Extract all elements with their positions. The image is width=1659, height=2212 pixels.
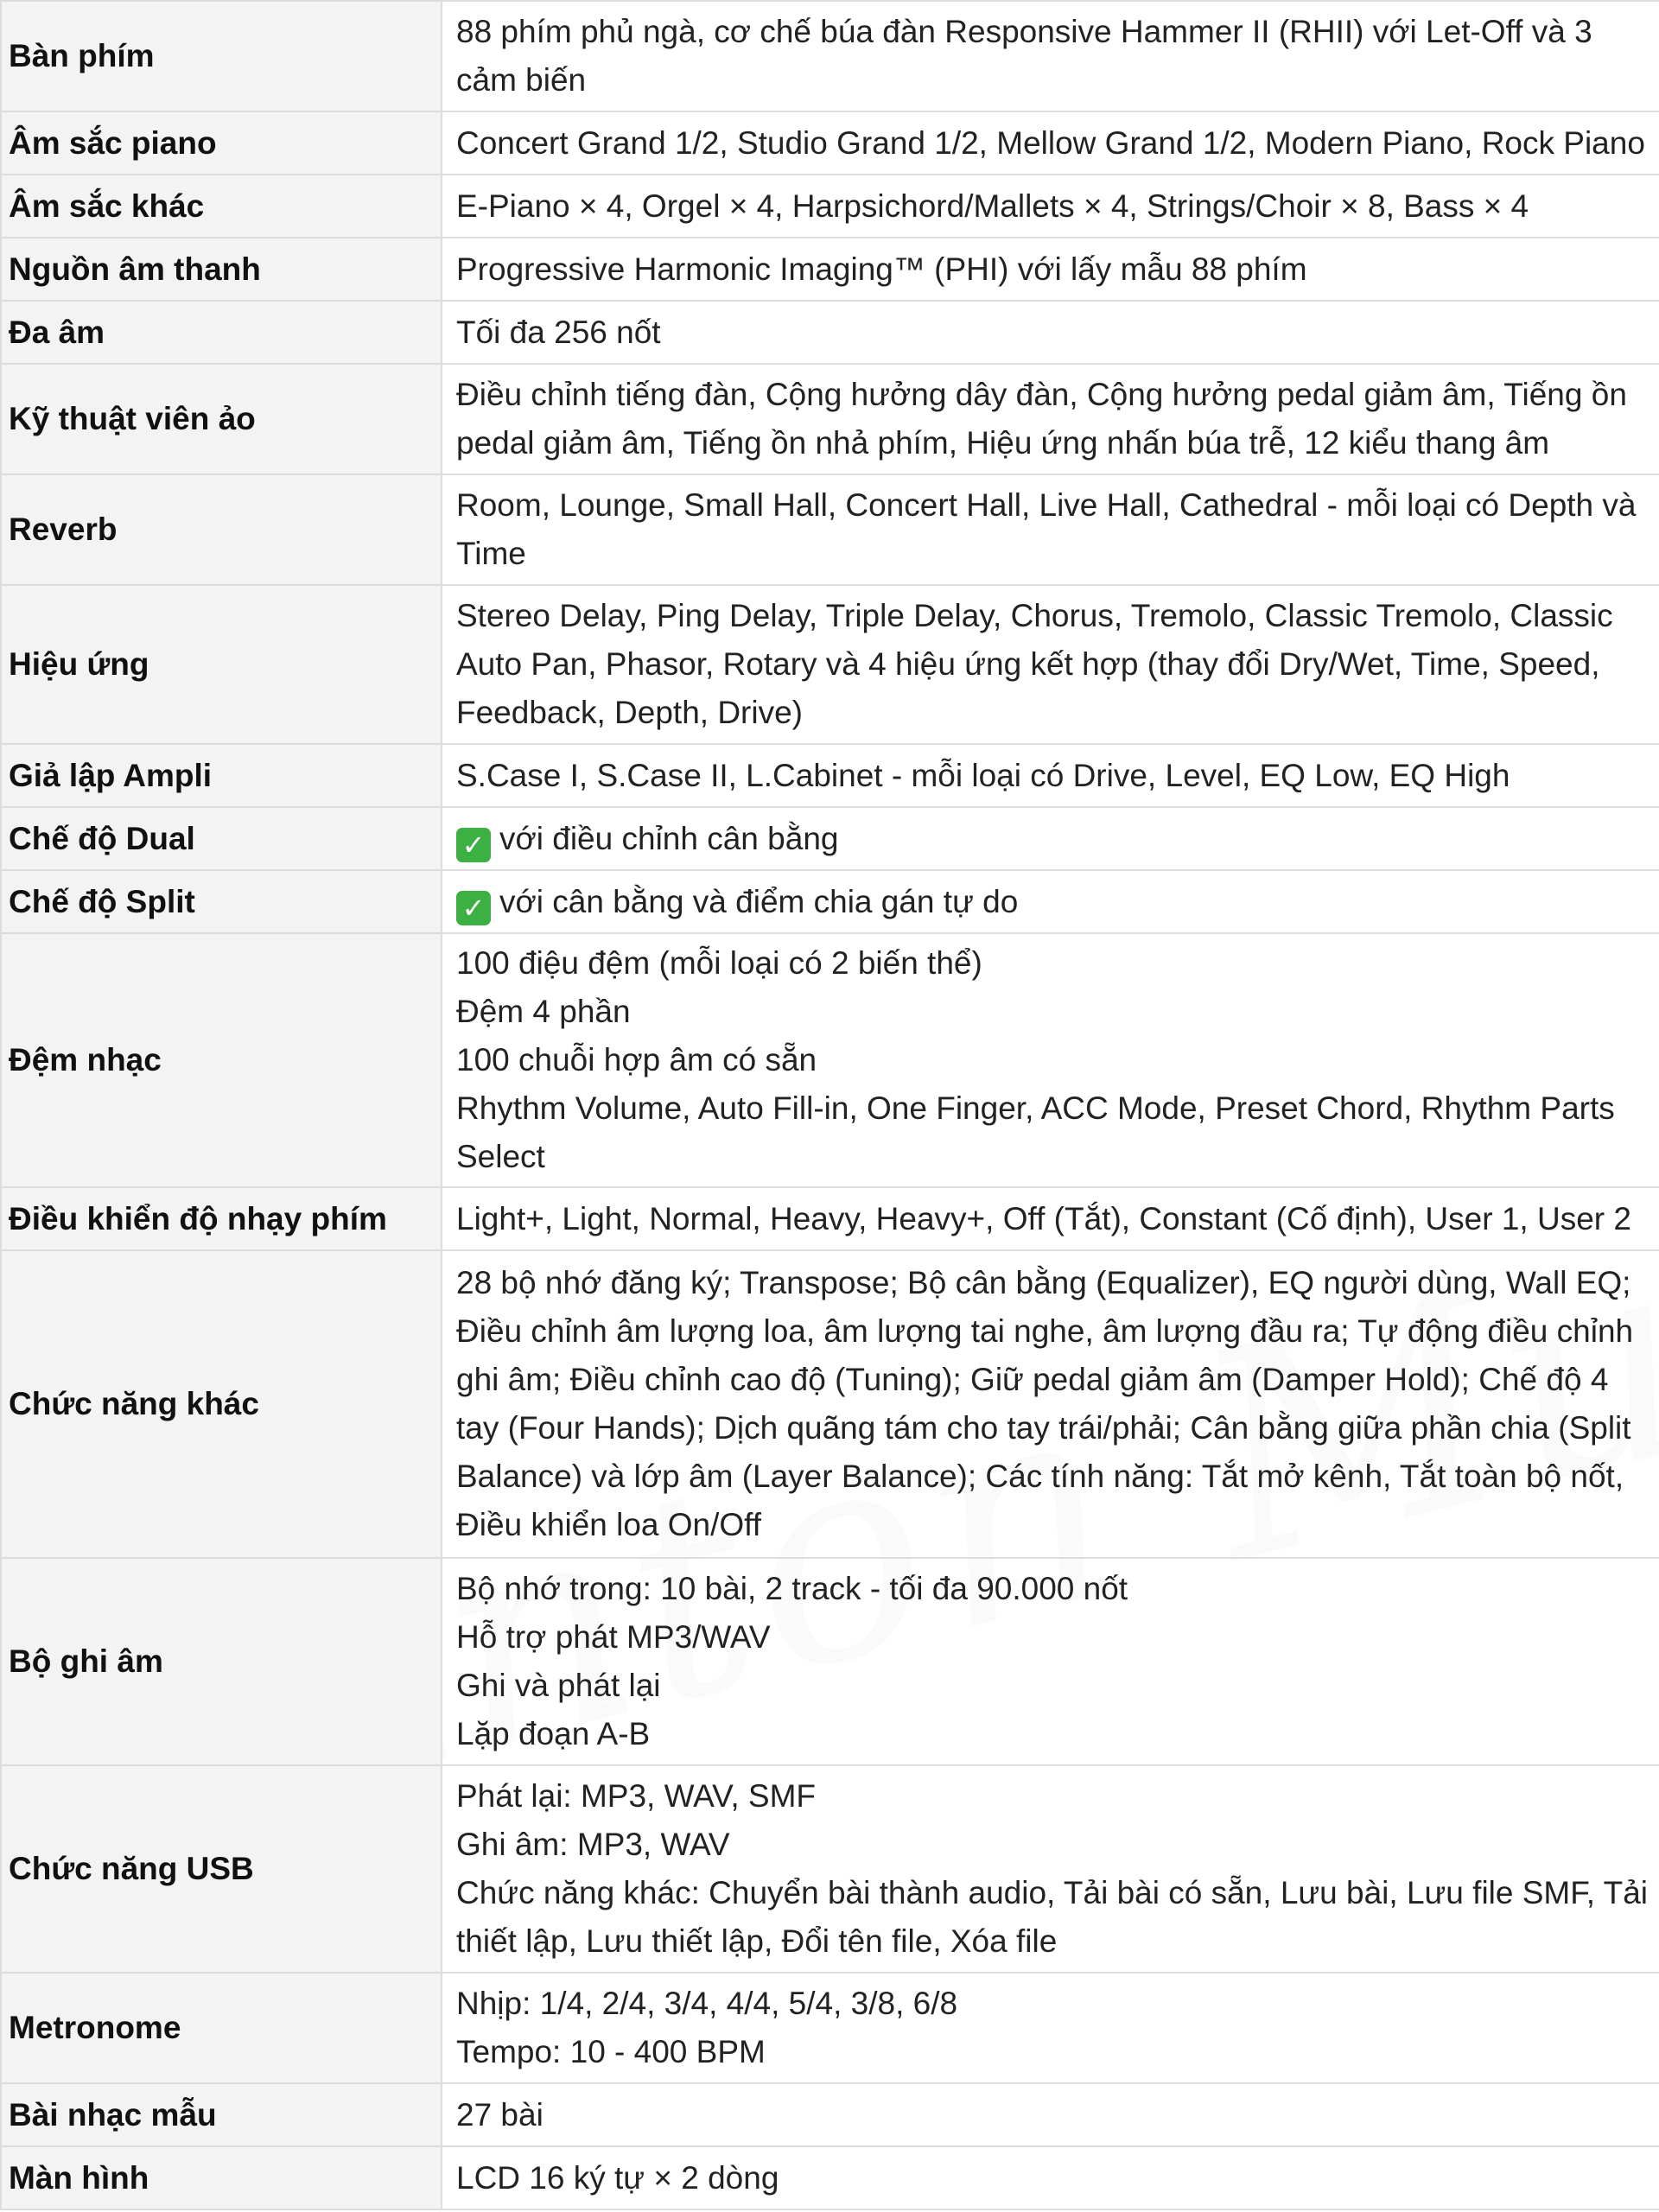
spec-row: [1, 1973, 1659, 2083]
spec-value-line: Ghi âm: MP3, WAV: [456, 1827, 730, 1862]
spec-value-line: Progressive Harmonic Imaging™ (PHI) với lấy mẫu 88 phím: [456, 251, 1307, 287]
spec-value: [442, 1765, 1659, 1973]
spec-label: Chế độ Split: [1, 870, 442, 933]
spec-value: [442, 2146, 1659, 2209]
spec-value: [442, 1187, 1659, 1250]
spec-label: Âm sắc khác: [1, 175, 442, 238]
check-mark-icon: ✓: [456, 891, 491, 925]
spec-value: [442, 301, 1659, 364]
spec-value: [442, 933, 1659, 1187]
spec-value-line: [456, 815, 1652, 863]
spec-value-line: Điều chỉnh tiếng đàn, Cộng hưởng dây đàn, Cộng hưởng pedal giảm âm, Tiếng ồn pedal giảm âm, Tiếng ồn nhả phím, Hiệu ứng nhấn búa trễ, 12 kiểu thang âm: [456, 377, 1627, 461]
spec-value-line: Chức năng khác: Chuyển bài thành audio, Tải bài có sẵn, Lưu bài, Lưu file SMF, Tải thiết lập, Lưu thiết lập, Đổi tên file, Xóa file: [456, 1875, 1649, 1959]
spec-row: [1, 175, 1659, 238]
spec-value-line: 100 chuỗi hợp âm có sẵn: [456, 1042, 817, 1077]
spec-value: [442, 364, 1659, 474]
spec-value-line: Nhịp: 1/4, 2/4, 3/4, 4/4, 5/4, 3/8, 6/8: [456, 1986, 958, 2021]
spec-label: Chức năng USB: [1, 1765, 442, 1973]
spec-row: [1, 364, 1659, 474]
spec-row: [1, 807, 1659, 870]
spec-value-line: 28 bộ nhớ đăng ký; Transpose; Bộ cân bằng (Equalizer), EQ người dùng, Wall EQ; Điều chỉnh âm lượng loa, âm lượng tai nghe, âm lượng đầu ra; Tự động điều chỉnh ghi âm; Điều chỉnh cao độ (Tuning); Giữ pedal giảm âm (Damper Hold); Chế độ 4 tay (Four Hands); Dịch quãng tám cho tay trái/phải; Cân bằng giữa phần chia (Split Balance) và lớp âm (Layer Balance); Các tính năng: Tắt mở kênh, Tắt toàn bộ nốt, Điều khiển loa On/Off: [456, 1265, 1634, 1542]
spec-value-line: Tempo: 10 - 400 BPM: [456, 2034, 766, 2069]
spec-label: Hiệu ứng: [1, 585, 442, 744]
spec-row: [1, 1250, 1659, 1558]
spec-label: Nguồn âm thanh: [1, 238, 442, 301]
spec-row: [1, 2083, 1659, 2146]
spec-row: [1, 238, 1659, 301]
spec-row: [1, 2146, 1659, 2209]
spec-row: [1, 474, 1659, 585]
spec-value-line: Hỗ trợ phát MP3/WAV: [456, 1619, 771, 1655]
spec-value-text: với điều chỉnh cân bằng: [499, 820, 839, 856]
spec-value: [442, 111, 1659, 175]
spec-table-body: [1, 1, 1659, 2209]
spec-value: [442, 2083, 1659, 2146]
spec-label: Bộ ghi âm: [1, 1558, 442, 1765]
spec-value: [442, 1558, 1659, 1765]
spec-label: Bài nhạc mẫu: [1, 2083, 442, 2146]
spec-value: [442, 585, 1659, 744]
spec-value-line: Bộ nhớ trong: 10 bài, 2 track - tối đa 90.000 nốt: [456, 1571, 1128, 1606]
spec-value-line: Đệm 4 phần: [456, 994, 631, 1029]
spec-label: Giả lập Ampli: [1, 744, 442, 807]
spec-value: [442, 744, 1659, 807]
spec-label: Reverb: [1, 474, 442, 585]
spec-value-line: E-Piano × 4, Orgel × 4, Harpsichord/Mallets × 4, Strings/Choir × 8, Bass × 4: [456, 188, 1529, 224]
spec-value: [442, 870, 1659, 933]
spec-row: [1, 1765, 1659, 1973]
spec-value: [442, 238, 1659, 301]
check-mark-icon: ✓: [456, 828, 491, 862]
spec-label: Màn hình: [1, 2146, 442, 2209]
spec-value-line: Phát lại: MP3, WAV, SMF: [456, 1778, 817, 1814]
spec-value-line: LCD 16 ký tự × 2 dòng: [456, 2159, 779, 2196]
spec-value-line: [456, 878, 1652, 926]
spec-label: Metronome: [1, 1973, 442, 2083]
spec-value: [442, 807, 1659, 870]
spec-value-line: Stereo Delay, Ping Delay, Triple Delay, Chorus, Tremolo, Classic Tremolo, Classic Auto Pan, Phasor, Rotary và 4 hiệu ứng kết hợp (thay đổi Dry/Wet, Time, Speed, Feedback, Depth, Drive): [456, 598, 1613, 730]
spec-value-line: S.Case I, S.Case II, L.Cabinet - mỗi loại có Drive, Level, EQ Low, EQ High: [456, 757, 1510, 793]
spec-label: Chức năng khác: [1, 1250, 442, 1558]
spec-value-text: với cân bằng và điểm chia gán tự do: [499, 883, 1019, 919]
spec-value-line: Tối đa 256 nốt: [456, 314, 661, 350]
spec-value-line: Light+, Light, Normal, Heavy, Heavy+, Off (Tắt), Constant (Cố định), User 1, User 2: [456, 1200, 1631, 1236]
spec-row: [1, 301, 1659, 364]
spec-value-line: 88 phím phủ ngà, cơ chế búa đàn Responsive Hammer II (RHII) với Let-Off và 3 cảm biến: [456, 14, 1592, 98]
spec-value-line: 100 điệu đệm (mỗi loại có 2 biến thể): [456, 945, 982, 981]
spec-value: [442, 1, 1659, 111]
spec-label: Kỹ thuật viên ảo: [1, 364, 442, 474]
spec-row: [1, 870, 1659, 933]
spec-label: Điều khiển độ nhạy phím: [1, 1187, 442, 1250]
spec-row: [1, 1, 1659, 111]
spec-label: Bàn phím: [1, 1, 442, 111]
spec-row: [1, 585, 1659, 744]
spec-value: [442, 474, 1659, 585]
spec-value-line: Lặp đoạn A-B: [456, 1716, 651, 1751]
spec-label: Đệm nhạc: [1, 933, 442, 1187]
spec-value-line: Ghi và phát lại: [456, 1668, 661, 1703]
spec-value: [442, 175, 1659, 238]
spec-value: [442, 1250, 1659, 1558]
spec-label: Chế độ Dual: [1, 807, 442, 870]
spec-row: [1, 1187, 1659, 1250]
spec-row: [1, 111, 1659, 175]
spec-row: [1, 744, 1659, 807]
spec-row: [1, 933, 1659, 1187]
spec-value-line: Rhythm Volume, Auto Fill-in, One Finger, ACC Mode, Preset Chord, Rhythm Parts Select: [456, 1090, 1615, 1174]
spec-row: [1, 1558, 1659, 1765]
spec-value-line: Room, Lounge, Small Hall, Concert Hall, Live Hall, Cathedral - mỗi loại có Depth và Time: [456, 487, 1637, 571]
spec-value-line: 27 bài: [456, 2096, 543, 2133]
spec-label: Âm sắc piano: [1, 111, 442, 175]
spec-value: [442, 1973, 1659, 2083]
spec-label: Đa âm: [1, 301, 442, 364]
spec-value-line: Concert Grand 1/2, Studio Grand 1/2, Mellow Grand 1/2, Modern Piano, Rock Piano: [456, 124, 1645, 161]
